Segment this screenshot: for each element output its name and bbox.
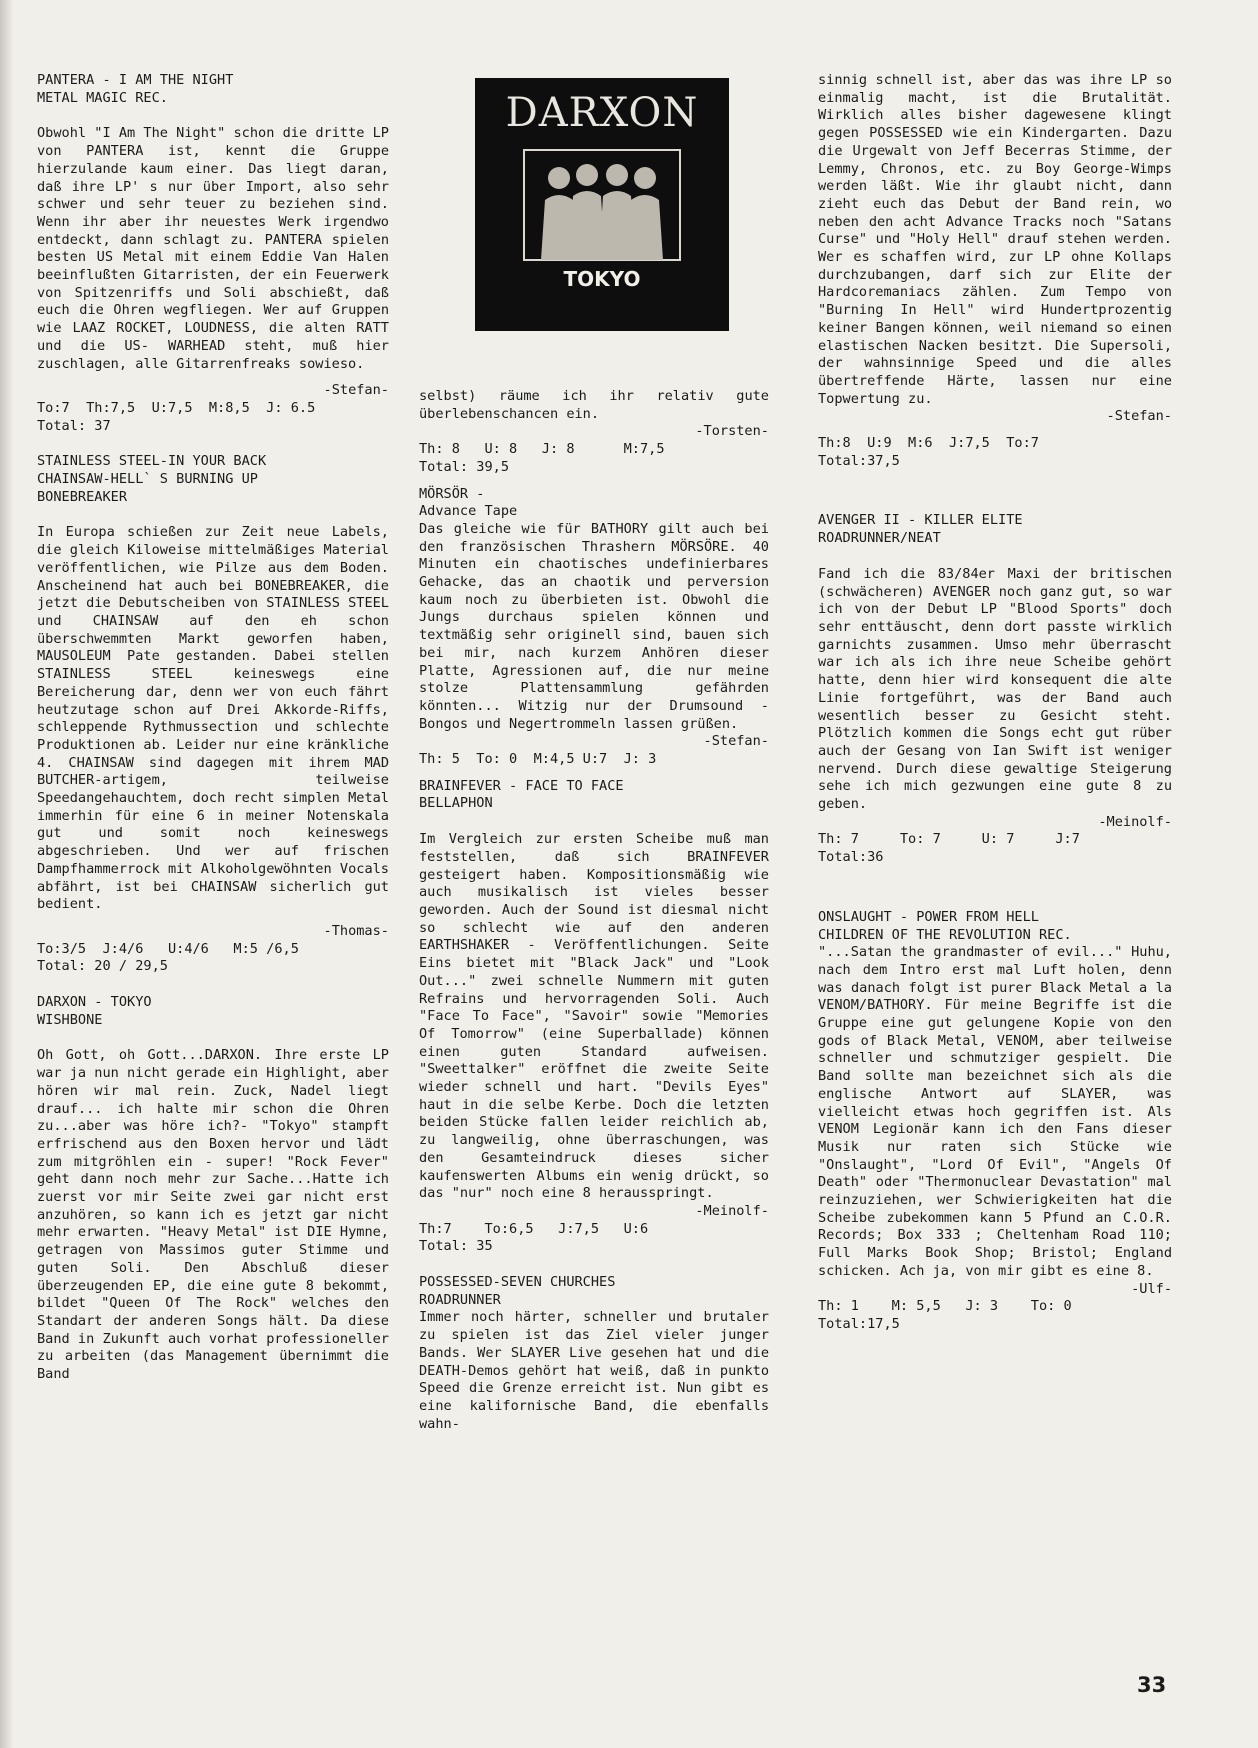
review-text-pantera: Obwohl "I Am The Night" schon die dritte LP von PANTERA ist, kennt die Gruppe hierzulande kaum einer. Das liegt daran, daß ihre LP' s nur über Import, also sehr schwer und sehr teuer zu beziehen sind. Wenn ihr aber ihr neuestes Werk irgendwo entdeckt, dann schlagt zu. PANTERA spielen besten US Metal mit einem Eddie Van Halen beeinflußten Gitarristen, der ein Feuerwerk von Spitzenriffs und Soli abschießt, daß euch die Ohren wegfliegen. Wer auf Gruppen wie LAAZ ROCKET, LOUDNESS, die alten RATT und die US- WARHEAD steht, muß hier zuschlagen, alle Gitarrenfreaks sowieso. <box>37 125 389 372</box>
review-text-avenger: Fand ich die 83/84er Maxi der britischen (schwächeren) AVENGER noch ganz gut, so war ich von der Debut LP "Blood Sports" doch sehr enttäuscht, denn dort passte wirklich garnichts zusammen. Umso mehr überrascht war ich als ich ihre neue Scheibe gehört hatte, denn hier wird konsequent die alte Linie fortgeführt, was der Band auch wesentlich besser zu Gesicht steht. Plötzlich kommen die Songs echt gut rüber auch der Gesang von Ian Swift ist weniger nervend. Durch diese gewaltige Steigerung sehe ich mich gezwungen eine gute 8 zu geben. <box>818 565 1172 813</box>
review-text-onslaught: "...Satan the grandmaster of evil..." Huhu, nach dem Intro erst mal Luft holen, denn was danach folgt ist purer Black Metal a la VENOM/BATHORY. Für meine Begriffe ist die Gruppe eine gut gelungene Kopie von den gods of Black Metal, VENOM, aber teilweise schneller und schmutziger gespielt. Die Band sollte man bezeichnet sich als die englische Antwort auf SLAYER, was vielleicht etwas hoch gegriffen ist. Als VENOM Legionär kann ich den Fans dieser Musik nur raten sich Stücke wie "Onslaught", "Lord Of Evil", "Angels Of Death" oder "Thermonuclear Devastation" mal reinzuziehen, wer Schwierigkeiten hat die Scheibe zubekommen kann 5 Pfund an C.O.R. Records; Box 333 ; Cheltenham Road 110; Full Marks Book Shop; Bristol; England schicken. Ach ja, von mir gibt es eine 8. <box>818 944 1172 1279</box>
reviewer-signature: -Thomas- <box>323 922 389 939</box>
rating-line: Th: 5 To: 0 M:4,5 U:7 J: 3 <box>419 751 657 768</box>
rating-line: To:7 Th:7,5 U:7,5 M:8,5 J: 6.5 <box>37 399 316 416</box>
rating-line: To:3/5 J:4/6 U:4/6 M:5 /6,5 <box>37 940 299 957</box>
rating-total: Total:36 <box>818 849 884 866</box>
reviewer-signature: -Stefan- <box>1106 408 1172 425</box>
review-text-possessed-continued: sinnig schnell ist, aber das was ihre LP so einmalig macht, ist die Brutalität. Wirklich alles bisher dagewesene klingt gegen POSSESSED wie ein Kindergarten. Dazu die Urgewalt von Jeff Becerras Stimme, der Lemmy, Chronos, etc. zu Boy George-Wimps werden läßt. Wie ihr glaubt nicht, dann zieht euch das Debut der Band rein, wo neben den acht Advance Tracks noch "Satans Curse" und "Holy Hell" drauf stehen werden. Wer es schaffen wird, zur LP ohne Kollaps durchzubangen, darf sich zur Elite der Hardcoremaniacs zählen. Zum Tempo von "Burning In Hell" wird Hundertprozentig keiner Bangen können, weil niemand so einen elastischen Nacken besitzt. Die Supersoli, der wahnsinnige Speed und die alles übertreffende Härte, lassen nur eine Topwertung zu. <box>818 72 1172 407</box>
review-label-bellaphon: BELLAPHON <box>419 795 493 812</box>
review-text-darxon: Oh Gott, oh Gott...DARXON. Ihre erste LP war ja nun nicht gerade ein Highlight, aber hören wir mal rein. Zuck, Nadel liegt drauf... ich halte mir schon die Ohren zu...aber was höre ich?- "Tokyo" stampft erfrischend aus den Boxen hervor und lädt zum mitgröhlen ein - super! "Rock Fever" geht dann noch mehr zur Sache...Hatte ich zuerst vor mir Seite zwei gar nicht erst anzuhören, so kann ich es jetzt gar nicht mehr erwarten. "Heavy Metal" ist DIE Hymne, getragen von Massimos guter Stimme und guten Soli. Den Abschluß dieser überzeugenden EP, die eine gute 8 bekommt, bildet "Queen Of The Rock" welches den Standart der anderen Songs hält. Da diese Band in Zukunft auch vorhat professioneller zu arbeiten (das Management übernimmt die Band <box>37 1047 389 1383</box>
review-title-morsor: MÖRSÖR - <box>419 485 485 502</box>
rating-total: Total: 37 <box>37 417 111 434</box>
album-title: TOKYO <box>563 267 641 291</box>
review-title-chainsaw: CHAINSAW-HELL` S BURNING UP <box>37 471 258 488</box>
rating-total: Total: 20 / 29,5 <box>37 958 168 975</box>
reviewer-signature: -Meinolf- <box>1098 813 1172 830</box>
review-text-brainfever: Im Vergleich zur ersten Scheibe muß man feststellen, daß sich BRAINFEVER gesteigert haben. Kompositionsmäßig wie auch musikalisch ist vieles besser geworden. Auch der Sound ist diesmal nicht so schlecht wie auf den anderen EARTHSHAKER - Veröffentlichungen. Seite Eins bietet mit "Black Jack" und "Look Out..." zwei schnelle Nummern mit guten Refrains und hervorragenden Soli. Auch "Face To Face", "Savoir" sowie "Memories Of Tomorrow" (eine Superballade) können einen guten Standard aufweisen. "Sweettalker" eröffnet die zweite Seite wieder schnell und hart. "Devils Eyes" haut in die selbe Kerbe. Doch die letzten beiden Stücke fallen leider reichlich ab, zu langweilig, ohne überraschungen, was den Gesamteindruck dieses sicher kaufenswerten Albums ein wenig drückt, so das "nur" noch eine 8 herausspringt. <box>419 831 769 1202</box>
page-edge-shadow <box>0 0 14 1748</box>
rating-line: Th: 1 M: 5,5 J: 3 To: 0 <box>818 1298 1072 1315</box>
review-title-onslaught: ONSLAUGHT - POWER FROM HELL <box>818 908 1039 925</box>
band-logo: DARXON <box>505 90 699 136</box>
rating-line: Th: 7 To: 7 U: 7 J:7 <box>818 831 1080 848</box>
review-text-possessed: Immer noch härter, schneller und brutaler zu spielen ist das Ziel vieler junger Bands. Wer SLAYER Live gesehen hat und die DEATH-Demos gehört hat weiß, daß in punkto Speed die Grenze erreicht ist. Nun gibt es eine kalifornische Band, die ebenfalls wahn- <box>419 1309 769 1432</box>
reviewer-signature: -Ulf- <box>1131 1280 1172 1297</box>
rating-line: Th:8 U:9 M:6 J:7,5 To:7 <box>818 435 1039 452</box>
album-cover-darxon-tokyo <box>475 78 729 331</box>
review-text-darxon-continued: selbst) räume ich ihr relativ gute überlebenschancen ein. <box>419 388 769 422</box>
reviewer-signature: -Stefan- <box>323 382 389 399</box>
rating-total: Total:17,5 <box>818 1316 900 1332</box>
review-label-advance-tape: Advance Tape <box>419 503 518 520</box>
reviewer-signature: -Stefan- <box>703 733 769 750</box>
rating-total: Total: 35 <box>419 1238 493 1255</box>
review-label-bonebreaker: BONEBREAKER <box>37 488 128 505</box>
review-title-possessed: POSSESSED-SEVEN CHURCHES <box>419 1274 616 1291</box>
review-label-pantera: METAL MAGIC REC. <box>37 89 168 106</box>
reviewer-signature: -Meinolf- <box>695 1202 769 1219</box>
review-label-roadrunner-neat: ROADRUNNER/NEAT <box>818 530 941 547</box>
column-left <box>37 72 389 1384</box>
column-right <box>818 72 1172 1334</box>
review-text-morsor: Das gleiche wie für BATHORY gilt auch bei den französischen Thrashern MÖRSÖRE. 40 Minuten ein chaotisches undefinierbares Gehacke, das an chaotik und perversion kaum noch zu überbieten ist. Obwohl die Jungs durchaus spielen können und textmäßig sehr originell sind, bauen sich bei mir, nach kurzem Anhören dieser Platte, Agressionen auf, die nur meine stolze Plattensammlung gefährden könnten... Witzig nur der Drumsound - Bongos und Negertrommeln lassen grüßen. <box>419 520 769 732</box>
review-label-children-of-the-revolution: CHILDREN OF THE REVOLUTION REC. <box>818 926 1072 943</box>
review-label-wishbone: WISHBONE <box>37 1011 103 1028</box>
reviewer-signature: -Torsten- <box>695 423 769 440</box>
review-title-stainless-steel: STAINLESS STEEL-IN YOUR BACK <box>37 453 267 470</box>
review-title-brainfever: BRAINFEVER - FACE TO FACE <box>419 777 624 794</box>
review-text-stainless-chainsaw: In Europa schießen zur Zeit neue Labels, die gleich Kiloweise mittelmäßiges Material veröffentlichen, wie Pilze aus dem Boden. Anscheinend hat auch bei BONEBREAKER, die jetzt die Debutscheiben von STAINLESS STEEL und CHAINSAW auf den eh schon überschwemmten Markt geworfen haben, MAUSOLEUM Pate gestanden. Dabei stellen STAINLESS STEEL keineswegs eine Bereicherung dar, denn wer von euch fährt heutzutage schon auf Drei Akkorde-Riffs, schleppende Rythmussection und schlechte Produktionen ab. Leider nur eine kränkliche 4. CHAINSAW sind dagegen mit ihrem MAD BUTCHER-artigem, teilweise Speedangehauchtem, doch recht simplen Metal immerhin für eine 6 in meiner Notenskala gut und somit noch keineswegs abgeschrieben. Und wer auf frischen Dampfhammerrock mit Alkoholgewöhnten Vocals abfährt, ist bei CHAINSAW sicherlich gut bedient. <box>37 524 389 913</box>
rating-line: Th: 8 U: 8 J: 8 M:7,5 <box>419 441 665 458</box>
rating-total: Total:37,5 <box>818 452 900 469</box>
rating-line: Th:7 To:6,5 J:7,5 U:6 <box>419 1220 649 1237</box>
review-label-roadrunner: ROADRUNNER <box>419 1291 501 1308</box>
review-title-pantera: PANTERA - I AM THE NIGHT <box>37 72 234 88</box>
rating-total: Total: 39,5 <box>419 458 510 475</box>
review-title-avenger: AVENGER II - KILLER ELITE <box>818 512 1023 529</box>
column-middle <box>419 388 769 1433</box>
review-title-darxon: DARXON - TOKYO <box>37 994 152 1011</box>
page-number: 33 <box>1137 1673 1167 1697</box>
